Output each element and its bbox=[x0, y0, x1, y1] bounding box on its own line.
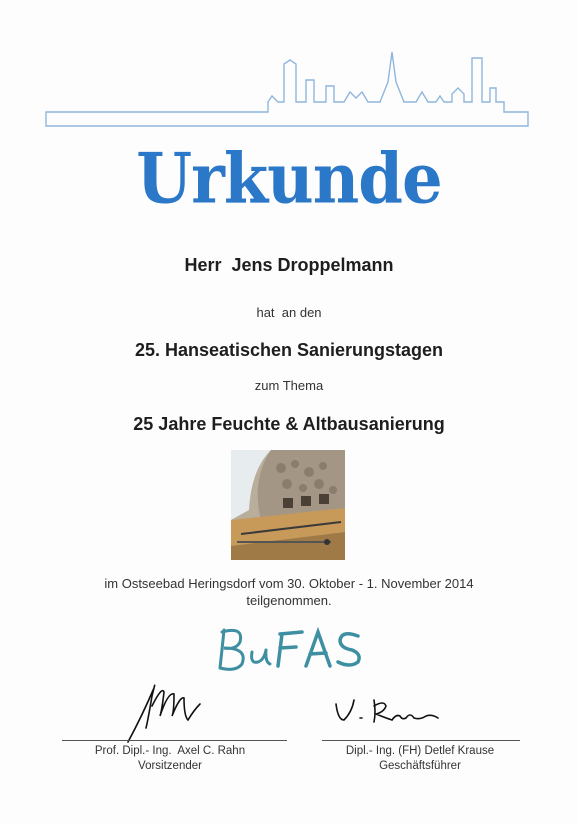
event-name: 25. Hanseatischen Sanierungstagen bbox=[134, 340, 444, 360]
city-skyline-graphic bbox=[44, 42, 530, 130]
signatory-right-role: Geschäftsführer bbox=[379, 760, 461, 772]
signature-line-right bbox=[322, 740, 520, 741]
phrase-hat-an-den: hat an den bbox=[256, 305, 322, 320]
signatory-left bbox=[60, 744, 280, 774]
event-photo bbox=[231, 450, 345, 560]
event-topic: 25 Jahre Feuchte & Altbausanierung bbox=[133, 414, 445, 434]
bufas-logo bbox=[210, 620, 370, 676]
signatory-right bbox=[320, 744, 520, 774]
phrase-zum-thema: zum Thema bbox=[254, 378, 324, 393]
location-line-1: im Ostseebad Heringsdorf vom 30. Oktober - 1. November 2014 bbox=[104, 576, 474, 591]
recipient-name: Herr Jens Droppelmann bbox=[184, 255, 394, 275]
signature-krause bbox=[330, 690, 450, 730]
signatory-left-role: Vorsitzender bbox=[138, 760, 202, 772]
signature-line-left bbox=[62, 740, 287, 741]
location-text bbox=[0, 575, 578, 609]
signature-rahn bbox=[118, 676, 218, 746]
signatory-left-name: Prof. Dipl.- Ing. Axel C. Rahn bbox=[94, 745, 246, 757]
location-line-2: teilgenommen. bbox=[246, 593, 332, 608]
signatory-right-name: Dipl.- Ing. (FH) Detlef Krause bbox=[345, 745, 495, 757]
certificate-title: Urkunde bbox=[136, 139, 442, 220]
